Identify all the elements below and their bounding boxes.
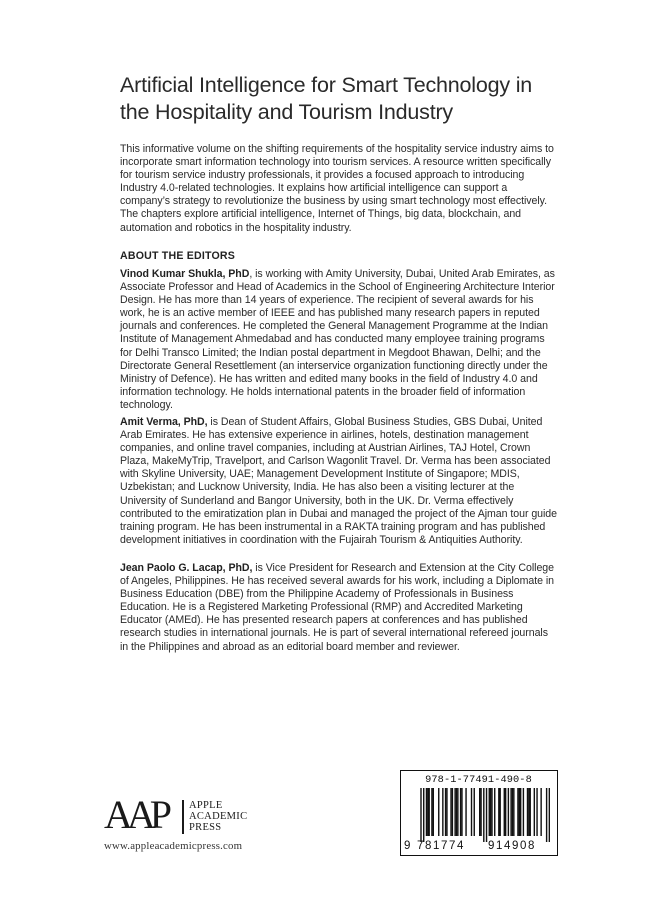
editor-bio-text: , is working with Amity University, Dubai, United Arab Emirates, as Associate Professor and Head of Academics in the School of Engineering Architecture Interior Design. He has more than 14 years of experience. The recipient of several awards for his work, he is an active member of IEEE and has published many research papers in reputed journals and conferences. He completed the General Management Programme at the Indian Institute of Management Ahmedabad and has conducted many employee training programs for Delhi Transco Limited; the Indian postal department in Megdoot Bhawan, Delhi; and the Directorate General Resettlement (an interservice organization functioning directly under the Ministry of Defence). He has written and edited many books in the field of Industry 4.0 and information technology. He holds international patents in the broader field of information technology. — [120, 268, 555, 411]
title-line-2: the Hospitality and Tourism Industry — [120, 100, 453, 124]
barcode-bar — [450, 788, 451, 836]
barcode-group-2: 914908 — [488, 840, 536, 852]
barcode-bar — [420, 788, 421, 842]
barcode-bar — [508, 788, 509, 836]
isbn-number: 978-1-77491-490-8 — [425, 774, 532, 786]
barcode-bar — [513, 788, 514, 836]
barcode-bar — [486, 788, 487, 842]
barcode-bar — [431, 788, 432, 836]
barcode-lead-digit: 9 — [404, 840, 411, 852]
editor-bio-text: is Vice President for Research and Extension at the City College of Angeles, Philippines. He has received several awards for his work, including a Diplomate in Business Education (DBE) from the Philippine Academy of Professionals in Business Education. He is a Registered Marketing Professional (RMP) and Accredited Marketing Educator (AMEd). He has presented research papers at conferences and has published research studies in international journals. He is part of several international refereed journals in the Philippines and abroad as an editorial board member and reviewer. — [120, 562, 554, 653]
barcode-bar — [505, 788, 506, 836]
barcode-bar — [445, 788, 446, 836]
barcode-bar — [454, 788, 455, 836]
barcode-bar — [480, 788, 481, 836]
editor-bio — [120, 268, 558, 412]
publisher-name-line: PRESS — [189, 822, 222, 834]
barcode-bar — [433, 788, 434, 836]
barcode-bar — [494, 788, 495, 836]
barcode-bar — [530, 788, 531, 836]
publisher-logo — [104, 792, 274, 837]
barcode-bar — [510, 788, 511, 836]
barcode-bar — [519, 788, 520, 836]
isbn-barcode — [400, 770, 558, 856]
barcode-bar — [490, 788, 491, 836]
barcode-bar — [523, 788, 524, 836]
editors-heading: ABOUT THE EDITORS — [120, 250, 236, 262]
barcode-bar — [540, 788, 541, 836]
barcode-bar — [517, 788, 518, 836]
book-title — [120, 72, 560, 126]
barcode-bar — [534, 788, 535, 836]
barcode-bar — [456, 788, 457, 836]
barcode-bar — [527, 788, 528, 836]
barcode-bar — [460, 788, 461, 836]
barcode-bar — [512, 788, 513, 836]
logo-divider — [182, 800, 184, 834]
barcode-group-1: 781774 — [417, 840, 465, 852]
barcode-bar — [446, 788, 447, 836]
barcode-bar — [457, 788, 458, 836]
editor-bio — [120, 416, 558, 547]
barcode-bar — [546, 788, 547, 842]
publisher-website: www.appleacademicpress.com — [104, 840, 243, 852]
barcode-bar — [465, 788, 466, 836]
barcode-bar — [549, 788, 550, 842]
barcode-bar — [442, 788, 443, 836]
book-description: This informative volume on the shifting requirements of the hospitality service industry aims to incorporate smart information technology into tourism services. A resource written specifically for tourism service industry professionals, it provides a focused approach to introducing Industry 4.0-related technologies. It explains how artificial intelligence can support a company’s strategy to revolutionize the business by using smart technology most effectively. The chapters explore artificial intelligence, Internet of Things, big data, blockchain, and automation and robotics in the hospitality industry. — [120, 143, 554, 234]
editor-bio — [120, 562, 558, 654]
barcode-bar — [426, 788, 427, 836]
barcode-bar — [461, 788, 462, 836]
barcode-bar — [504, 788, 505, 836]
publisher-name — [189, 800, 247, 834]
barcode-bar — [471, 788, 472, 836]
editor-bio-text: is Dean of Student Affairs, Global Business Studies, GBS Dubai, United Arab Emirates. He has extensive experience in airlines, hotels, destination management companies, and online travel companies, including at Austrian Airlines, TAJ Hotel, Crown Plaza, MakeMyTrip, Travelport, and Carlson Wagonlit Travel. Dr. Verma has been associated with Skyline University, UAE; Management Development Institute of Singapore; MDIS, Uzbekistan; and Lucknow University, India. He has also been a visiting lecturer at the University of Sunderland and Bangor University, both in the UK. Dr. Verma effectively contributed to the emiratization plan in Dubai and managed the project of the Ajman tour guide training program. He has been instrumental in a RAKTA training program and has published development initiatives in coordination with the Fujairah Tourism & Antiquities Authority. — [120, 416, 557, 546]
barcode-bar — [489, 788, 490, 836]
barcode-bar — [499, 788, 500, 836]
barcode-bars — [408, 788, 550, 842]
barcode-bar — [491, 788, 492, 836]
editor-name: Jean Paolo G. Lacap, PhD, — [120, 562, 253, 574]
barcode-bar — [498, 788, 499, 836]
barcode-bar — [528, 788, 529, 836]
title-line-1: Artificial Intelligence for Smart Technology in — [120, 73, 533, 97]
editor-name: Amit Verma, PhD, — [120, 416, 208, 428]
barcode-bar — [520, 788, 521, 836]
barcode-bar — [474, 788, 475, 836]
barcode-bar — [479, 788, 480, 836]
editor-name: Vinod Kumar Shukla, PhD — [120, 268, 250, 280]
barcode-bar — [428, 788, 429, 836]
barcode-bar — [427, 788, 428, 836]
publisher-name-line: APPLE — [189, 800, 223, 811]
publisher-logo-mark: AAP — [104, 792, 167, 837]
publisher-name-line: ACADEMIC — [189, 811, 248, 823]
barcode-bar — [423, 788, 424, 842]
barcode-bar — [452, 788, 453, 836]
barcode-bar — [438, 788, 439, 836]
barcode-bar — [483, 788, 484, 842]
barcode-bar — [536, 788, 537, 836]
